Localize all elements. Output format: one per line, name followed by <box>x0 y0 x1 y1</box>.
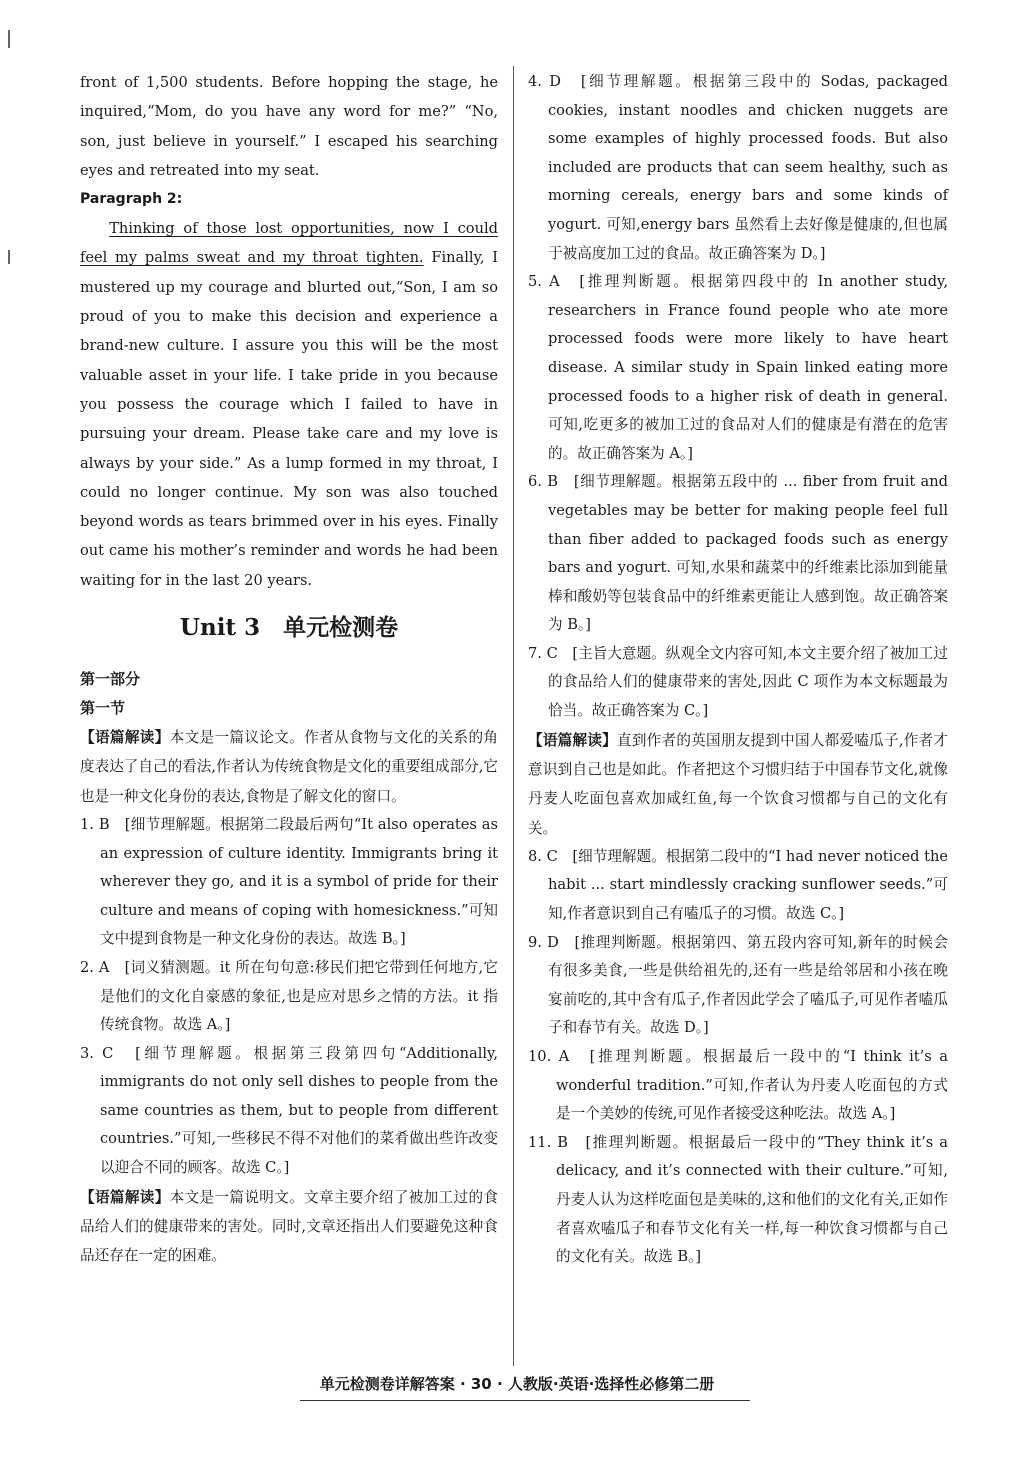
answer-explanation: [细节理解题。根据第三段第四句“Additionally, immigrants do not only sell dishes to people from the same countries as them, but to people from different countries.”可知,一些移民不得不对他们的菜肴做出些许改变以迎合不同的顾客。故选 C。] <box>100 1044 498 1177</box>
essay-paragraph-2 <box>80 214 498 595</box>
answer-number: 2. A <box>80 958 110 976</box>
binding-mark <box>8 250 10 264</box>
right-column <box>528 68 948 1272</box>
answer-explanation: [主旨大意题。纵观全文内容可知,本文主要介绍了被加工过的食品给人们的健康带来的害处,因此 C 项作为本文标题最为恰当。故正确答案为 C。] <box>548 644 948 720</box>
analysis-tag: 【语篇解读】 <box>80 1188 170 1206</box>
essay-paragraph-1: front of 1,500 students. Before hopping the stage, he inquired,“Mom, do you have any word for me?” “No, son, just believe in yourself.” I escaped his searching eyes and retreated into my seat. <box>80 74 498 179</box>
answer-item-11 <box>528 1129 948 1272</box>
paragraph-2-label: Paragraph 2: <box>80 191 183 208</box>
answer-item-6 <box>528 468 948 640</box>
answer-item-2 <box>80 954 498 1040</box>
answer-item-5 <box>528 268 948 468</box>
passage-analysis-1 <box>80 723 498 811</box>
answer-number: 1. B <box>80 815 110 833</box>
answer-explanation: [细节理解题。根据第二段中的“I had never noticed the habit ... start mindlessly cracking sunflower seeds.”可知,作者意识到自己有嗑瓜子的习惯。故选 C。] <box>548 847 948 923</box>
left-column <box>80 68 498 1271</box>
answer-item-1 <box>80 811 498 954</box>
analysis-text: 本文是一篇说明文。文章主要介绍了被加工过的食品给人们的健康带来的害处。同时,文章还指出人们要避免这种食品还存在一定的困难。 <box>80 1188 498 1265</box>
answer-number: 11. B <box>528 1133 568 1151</box>
answer-explanation: [推理判断题。根据最后一段中的“I think it’s a wonderful tradition.”可知,作者认为丹麦人吃面包的方式是一个美妙的传统,可见作者接受这种吃法。故选 A。] <box>556 1048 948 1123</box>
answer-explanation: [词义猜测题。it 所在句句意:移民们把它带到任何地方,它是他们的文化自豪感的象征,也是应对思乡之情的方法。it 指传统食物。故选 A。] <box>100 958 498 1034</box>
answer-number: 6. B <box>528 473 558 491</box>
answer-explanation: [推理判断题。根据第四段中的 In another study, researchers in France found people who ate more processed foods were more likely to have heart disease. A similar study in Spain linked eating more processed foods to a higher risk of death in general. 可知,吃更多的被加工过的食品对人们的健康是有潜在的危害的。故正确答案为 A。] <box>548 273 948 462</box>
binding-mark <box>8 30 10 48</box>
footer-rule <box>300 1400 750 1401</box>
answer-explanation: [推理判断题。根据最后一段中的“They think it’s a delicacy, and it’s connected with their culture.”可知,丹麦人认为这样吃面包是美味的,这和他们的文化有关,正如作者喜欢嗑瓜子和春节文化有关一样,每一种饮食习惯都与自己的文化有关。故选 B。] <box>556 1133 948 1266</box>
unit-title: Unit 3 单元检测卷 <box>179 614 399 642</box>
answer-number: 9. D <box>528 933 559 951</box>
passage-analysis-3 <box>528 726 948 843</box>
answer-explanation: [推理判断题。根据第四、第五段内容可知,新年的时候会有很多美食,一些是供给祖先的,还有一些是给邻居和小孩在晚宴前吃的,其中含有瓜子,作者因此学会了嗑瓜子,可见作者嗑瓜子和春节有关。故选 D。] <box>548 933 948 1037</box>
analysis-tag: 【语篇解读】 <box>528 731 617 749</box>
part-heading: 第一部分 <box>80 670 141 689</box>
column-divider <box>513 66 514 1366</box>
page-footer: 单元检测卷详解答案 · 30 · 人教版·英语·选择性必修第二册 <box>319 1375 715 1393</box>
answer-item-10 <box>528 1043 948 1129</box>
passage-analysis-2 <box>80 1183 498 1271</box>
answer-explanation: [细节理解题。根据第五段中的 ... fiber from fruit and vegetables may be better for making people feel full than fiber added to packaged foods such as energy bars and yogurt. 可知,水果和蔬菜中的纤维素比添加到能量棒和酸奶等包装食品中的纤维素更能让人感到饱。故正确答案为 B。] <box>548 473 948 634</box>
answer-number: 5. A <box>528 273 560 291</box>
answer-number: 3. C <box>80 1044 114 1062</box>
paragraph-2-body: Finally, I mustered up my courage and blurted out,“Son, I am so proud of you to make this decision and experience a brand-new culture. I assure you this will be the most valuable asset in your life. I take pride in you because you possess the courage which I failed to have in pursuing your dream. Please take care and my love is always by your side.” As a lump formed in my throat, I could no longer continue. My son was also touched beyond words as tears brimmed over in his eyes. Finally out came his mother’s reminder and words he had been waiting for in the last 20 years. <box>80 249 499 589</box>
answer-item-9 <box>528 929 948 1043</box>
answer-number: 10. A <box>528 1048 570 1065</box>
analysis-tag: 【语篇解读】 <box>80 729 170 747</box>
answer-item-4 <box>528 68 948 268</box>
answer-number: 7. C <box>528 644 558 662</box>
answer-explanation: [细节理解题。根据第三段中的 Sodas, packaged cookies, instant noodles and chicken nuggets are some examples of highly processed foods. But also included are products that can seem healthy, such as morning cereals, energy bars and some kinds of yogurt. 可知,energy bars 虽然看上去好像是健康的,但也属于被高度加工过的食品。故正确答案为 D。] <box>548 73 948 262</box>
answer-item-7 <box>528 640 948 726</box>
answer-item-3 <box>80 1040 498 1183</box>
given-opening-sentence: Thinking of those lost opportunities, now I could feel my palms sweat and my throat tighten. <box>80 220 498 267</box>
answer-number: 8. C <box>528 847 558 865</box>
section-heading: 第一节 <box>80 699 126 718</box>
answer-number: 4. D <box>528 73 561 90</box>
answer-item-8 <box>528 843 948 929</box>
analysis-text: 本文是一篇议论文。作者从食物与文化的关系的角度表达了自己的看法,作者认为传统食物是文化的重要组成部分,它也是一种文化身份的表达,食物是了解文化的窗口。 <box>80 729 498 805</box>
answer-explanation: [细节理解题。根据第二段最后两句“It also operates as an expression of culture identity. Immigrants bring it wherever they go, and it is a symbol of pride for their culture and means of coping with homesickness.”可知文中提到食物是一种文化身份的表达。故选 B。] <box>100 815 498 948</box>
analysis-text: 直到作者的英国朋友提到中国人都爱嗑瓜子,作者才意识到自己也是如此。作者把这个习惯归结于中国春节文化,就像丹麦人吃面包喜欢加咸红鱼,每一个饮食习惯都与自己的文化有关。 <box>528 731 948 837</box>
